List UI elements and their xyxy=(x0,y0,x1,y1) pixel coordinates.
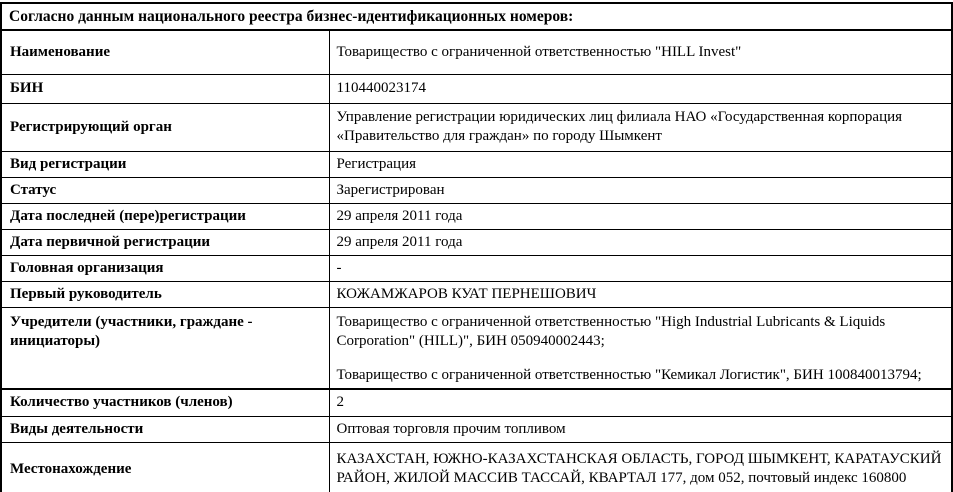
field-label: Виды деятельности xyxy=(1,416,329,442)
table-row xyxy=(1,74,952,103)
table-row xyxy=(1,151,952,177)
field-value: КОЖАМЖАРОВ КУАТ ПЕРНЕШОВИЧ xyxy=(329,281,952,307)
field-value: 29 апреля 2011 года xyxy=(329,203,952,229)
field-value: КАЗАХСТАН, ЮЖНО-КАЗАХСТАНСКАЯ ОБЛАСТЬ, ГОРОД ШЫМКЕНТ, КАРАТАУСКИЙ РАЙОН, ЖИЛОЙ МАССИВ ТАССАЙ, КВАРТАЛ 177, дом 052, почтовый индекс 160800 xyxy=(329,442,952,492)
field-value: 110440023174 xyxy=(329,74,952,103)
table-caption-row xyxy=(1,3,952,30)
field-label: Местонахождение xyxy=(1,442,329,492)
field-value: Товарищество с ограниченной ответственностью "HILL Invest" xyxy=(329,30,952,74)
field-value: 2 xyxy=(329,389,952,416)
registry-table xyxy=(0,2,953,492)
field-value: 29 апреля 2011 года xyxy=(329,229,952,255)
table-caption: Согласно данным национального реестра бизнес-идентификационных номеров: xyxy=(1,3,952,30)
field-label: Дата последней (пере)регистрации xyxy=(1,203,329,229)
table-row xyxy=(1,416,952,442)
table-row xyxy=(1,442,952,492)
table-row xyxy=(1,103,952,151)
founder-entry: Товарищество с ограниченной ответственностью "High Industrial Lubricants & Liquids Corporation" (HILL)", БИН 050940002443; xyxy=(336,313,886,349)
field-value: Управление регистрации юридических лиц филиала НАО «Государственная корпорация «Правительство для граждан» по городу Шымкент xyxy=(329,103,952,151)
registry-table-head xyxy=(1,3,952,30)
table-row xyxy=(1,229,952,255)
field-label: Регистрирующий орган xyxy=(1,103,329,151)
table-row xyxy=(1,255,952,281)
registry-table-body xyxy=(1,30,952,492)
field-label: Наименование xyxy=(1,30,329,74)
field-label: БИН xyxy=(1,74,329,103)
table-row xyxy=(1,307,952,389)
field-value: Зарегистрирован xyxy=(329,177,952,203)
field-label: Учредители (участники, граждане - инициаторы) xyxy=(1,307,329,389)
field-label: Первый руководитель xyxy=(1,281,329,307)
table-row xyxy=(1,281,952,307)
table-row xyxy=(1,389,952,416)
field-value: Оптовая торговля прочим топливом xyxy=(329,416,952,442)
table-row xyxy=(1,203,952,229)
field-label: Статус xyxy=(1,177,329,203)
founder-entry: Товарищество с ограниченной ответственностью "Кемикал Логистик", БИН 100840013794; xyxy=(336,366,922,383)
field-label: Дата первичной регистрации xyxy=(1,229,329,255)
field-value xyxy=(329,307,952,389)
table-row xyxy=(1,30,952,74)
table-row xyxy=(1,177,952,203)
field-label: Вид регистрации xyxy=(1,151,329,177)
field-value: - xyxy=(329,255,952,281)
field-label: Головная организация xyxy=(1,255,329,281)
field-value: Регистрация xyxy=(329,151,952,177)
field-label: Количество участников (членов) xyxy=(1,389,329,416)
